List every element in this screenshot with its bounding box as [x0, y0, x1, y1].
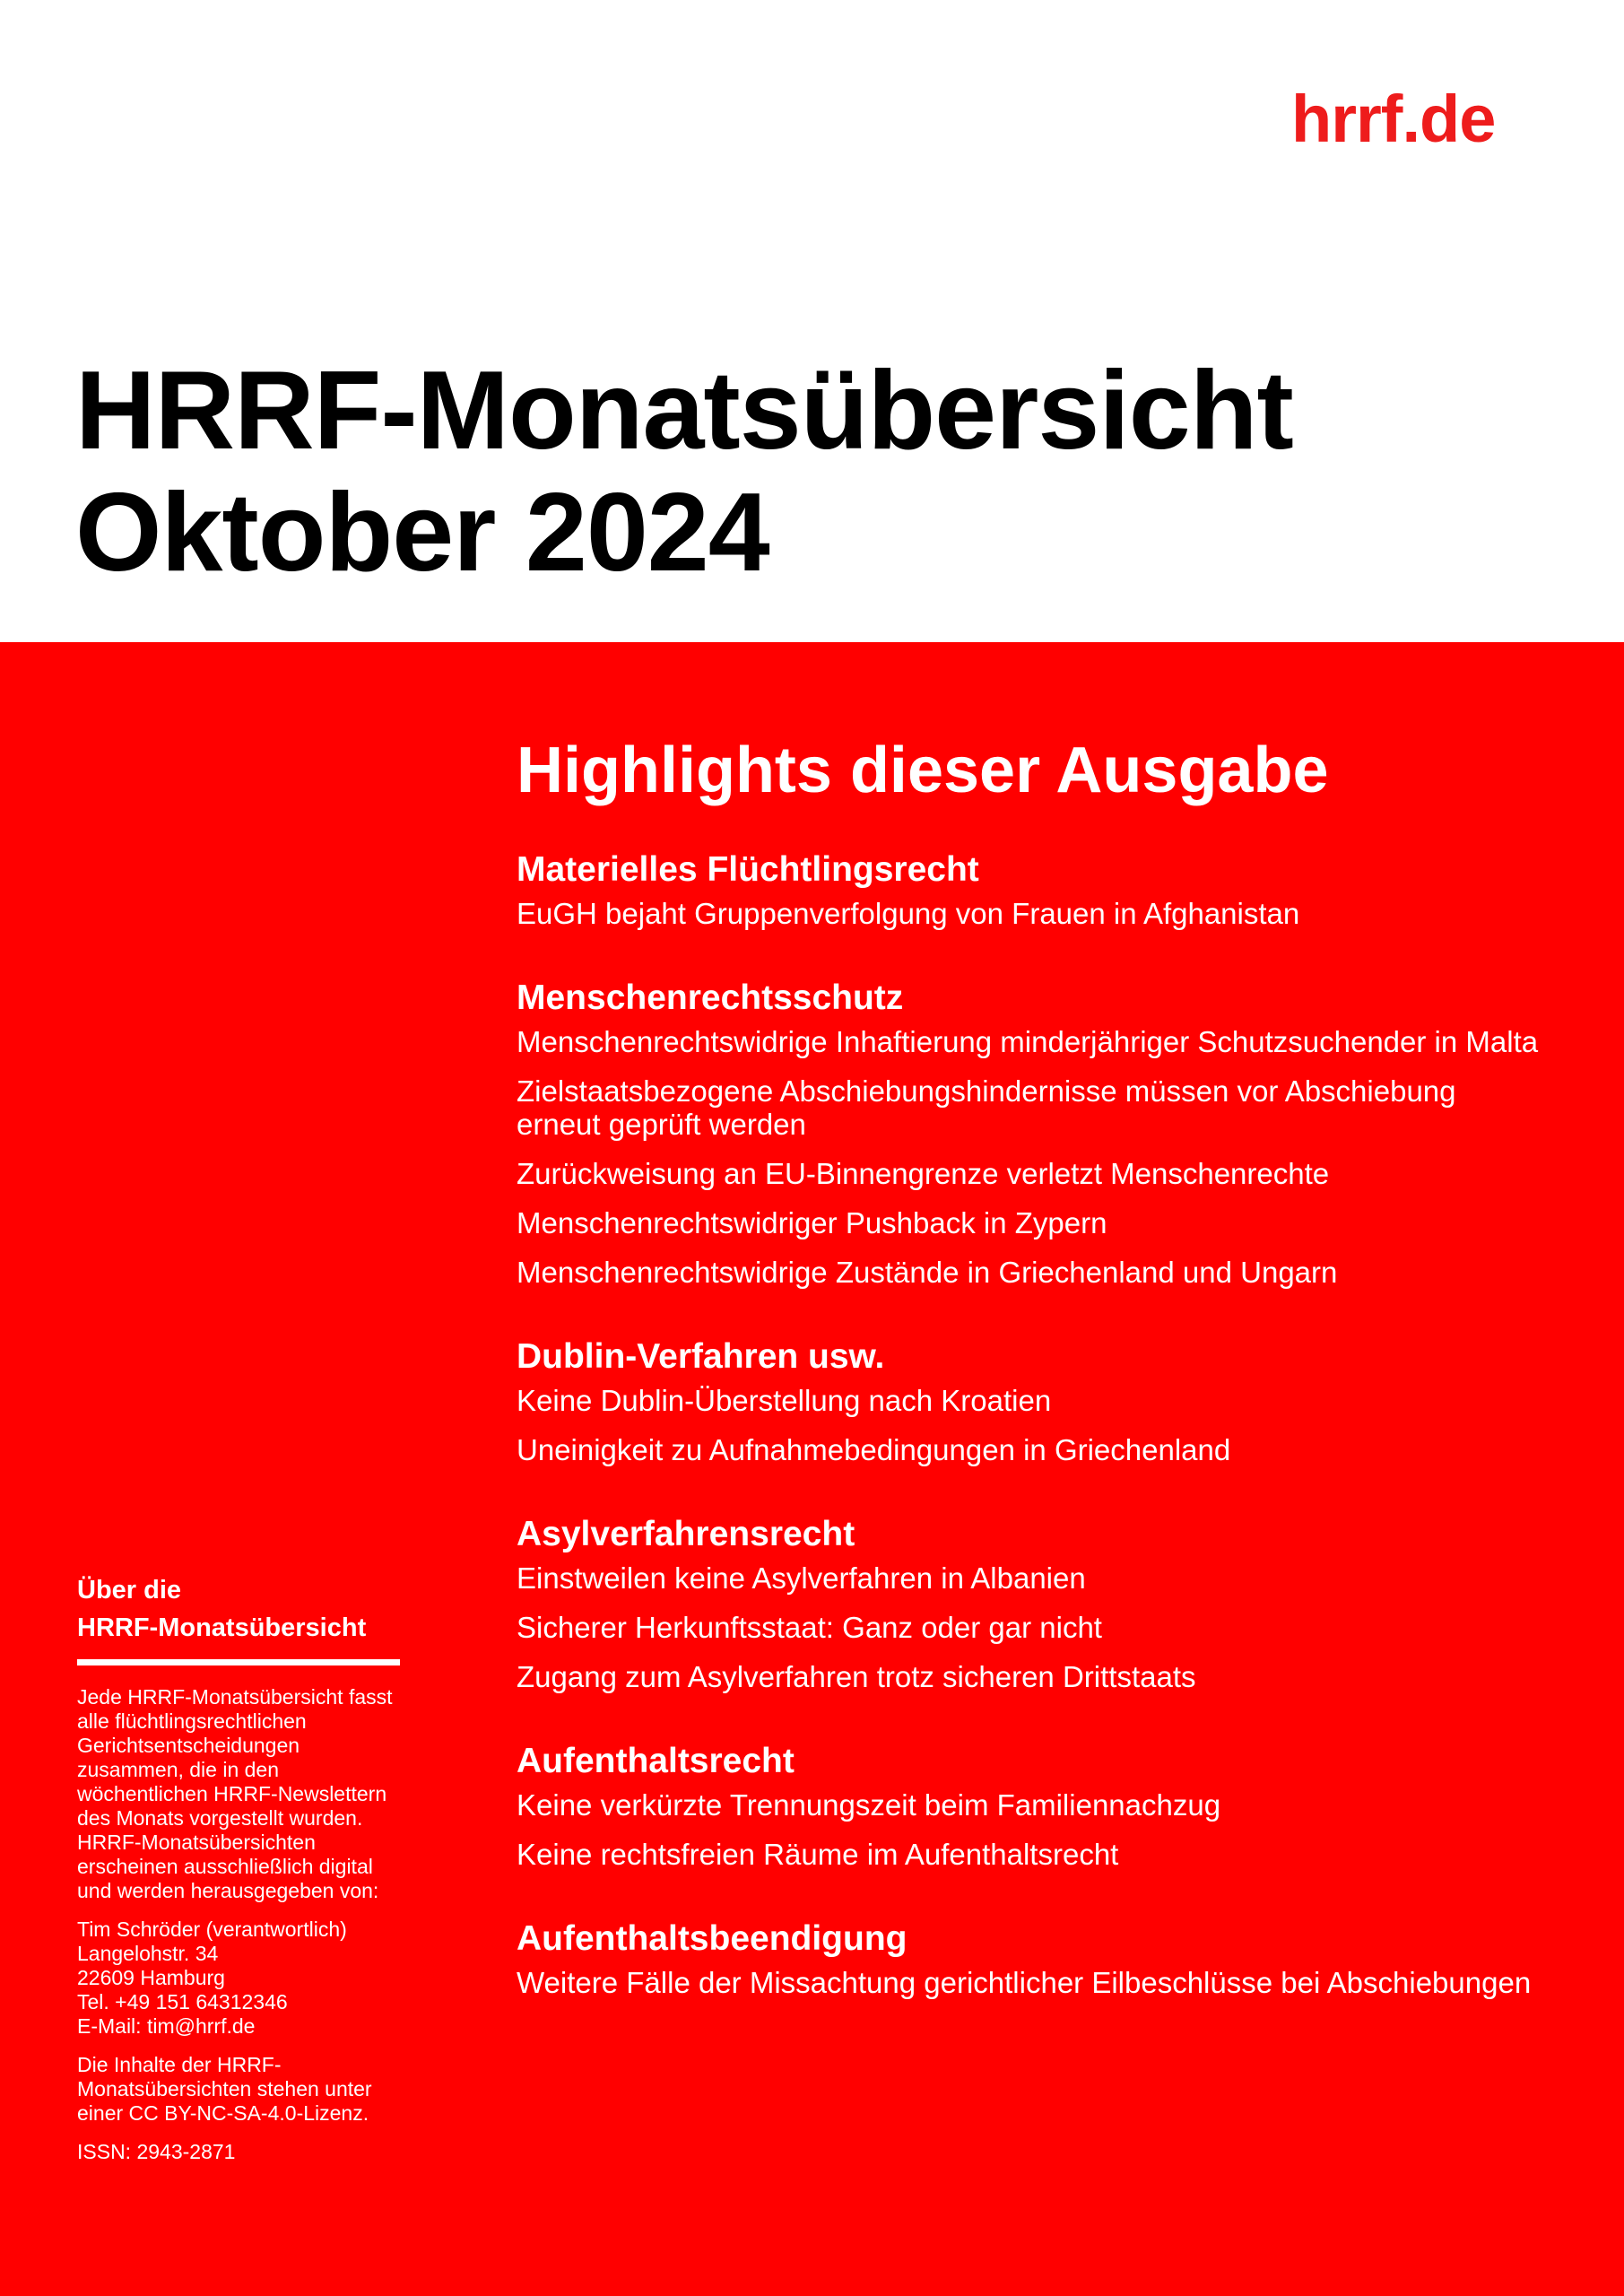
about-title	[77, 1571, 400, 1647]
section-title: Materielles Flüchtlingsrecht	[517, 850, 979, 889]
license-note: Die Inhalte der HRRF-Monatsübersichten stehen unter einer CC BY-NC-SA-4.0-Lizenz.	[77, 2053, 372, 2125]
issn: ISSN: 2943-2871	[77, 2140, 236, 2163]
section-asylverfahrensrecht	[517, 1513, 1539, 1693]
publisher-name: Tim Schröder (verantwortlich)	[77, 1918, 347, 1941]
document-title-line-2: Oktober 2024	[75, 471, 769, 595]
section-dublin-verfahren	[517, 1335, 1539, 1466]
section-title: Menschenrechtsschutz	[517, 978, 904, 1017]
highlight-item: Zugang zum Asylverfahren trotz sicheren Drittstaats	[517, 1660, 1196, 1693]
highlight-item: Keine Dublin-Überstellung nach Kroatien	[517, 1384, 1052, 1417]
highlight-item: Keine verkürzte Trennungszeit beim Familiennachzug	[517, 1788, 1221, 1822]
section-title: Aufenthaltsrecht	[517, 1742, 795, 1780]
section-title: Aufenthaltsbeendigung	[517, 1919, 908, 1958]
highlight-item: Menschenrechtswidrige Zustände in Griechenland und Ungarn	[517, 1256, 1338, 1289]
highlight-item: Keine rechtsfreien Räume im Aufenthaltsrecht	[517, 1838, 1119, 1871]
document-title-line-1: HRRF-Monatsübersicht	[75, 349, 1293, 473]
about-box	[77, 1571, 400, 2179]
publisher-phone: Tel. +49 151 64312346	[77, 1990, 288, 2013]
about-description: Jede HRRF-Monatsübersicht fasst alle flüchtlingsrechtlichen Gerichtsentscheidungen zusammen, die in den wöchentlichen HRRF-Newslettern des Monats vorgestellt wurden. HRRF-Monatsübersichten erscheinen ausschließlich digital und werden herausgegeben von:	[77, 1685, 393, 1902]
section-title: Asylverfahrensrecht	[517, 1515, 855, 1553]
publisher-email[interactable]: E-Mail: tim@hrrf.de	[77, 2014, 256, 2038]
publisher-contact	[77, 1918, 400, 2039]
publisher-city: 22609 Hamburg	[77, 1966, 225, 1989]
section-menschenrechtsschutz	[517, 977, 1539, 1289]
highlight-item: Weitere Fälle der Missachtung gerichtlicher Eilbeschlüsse bei Abschiebungen	[517, 1966, 1532, 1999]
cover-header	[0, 0, 1624, 642]
highlight-item: Zielstaatsbezogene Abschiebungshindernisse müssen vor Abschiebung erneut geprüft werden	[517, 1074, 1456, 1141]
cover-body	[0, 642, 1624, 2296]
section-aufenthaltsrecht	[517, 1740, 1539, 1871]
section-title: Dublin-Verfahren usw.	[517, 1337, 885, 1376]
highlight-item: Einstweilen keine Asylverfahren in Albanien	[517, 1561, 1086, 1595]
about-title-line-1: Über die	[77, 1576, 182, 1605]
document-title	[75, 350, 1293, 594]
highlight-item: Uneinigkeit zu Aufnahmebedingungen in Griechenland	[517, 1433, 1231, 1466]
section-materielles-fluechtlingsrecht	[517, 848, 1539, 930]
highlights-heading: Highlights dieser Ausgabe	[517, 735, 1329, 806]
highlight-item: Menschenrechtswidriger Pushback in Zypern	[517, 1206, 1107, 1239]
highlights-panel	[517, 732, 1539, 2046]
section-aufenthaltsbeendigung	[517, 1918, 1539, 1999]
site-logo[interactable]: hrrf.de	[1291, 82, 1496, 156]
about-divider	[77, 1659, 400, 1665]
highlight-item: Menschenrechtswidrige Inhaftierung minderjähriger Schutzsuchender in Malta	[517, 1025, 1539, 1058]
publisher-street: Langelohstr. 34	[77, 1942, 219, 1965]
about-title-line-2: HRRF-Monatsübersicht	[77, 1613, 367, 1642]
highlight-item: EuGH bejaht Gruppenverfolgung von Frauen in Afghanistan	[517, 897, 1300, 930]
highlight-item: Zurückweisung an EU-Binnengrenze verletzt Menschenrechte	[517, 1157, 1330, 1190]
highlight-item: Sicherer Herkunftsstaat: Ganz oder gar nicht	[517, 1611, 1102, 1644]
